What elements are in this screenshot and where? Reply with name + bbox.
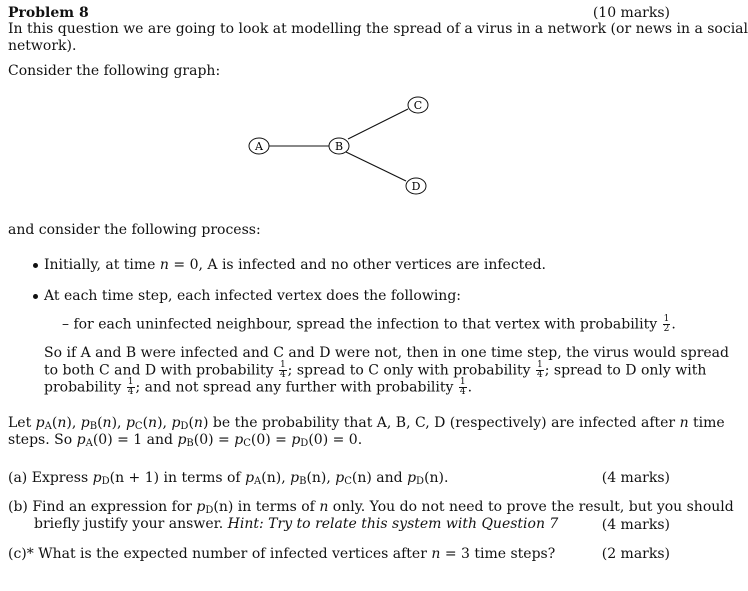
intro-line-2: network). (8, 38, 77, 54)
fraction-half: $\frac{1}{2}$ (663, 314, 670, 334)
question-b-line-2: briefly justify your answer. Hint: Try to relate this system with Question 7 (34, 516, 559, 532)
fraction-quarter-1: $\frac{1}{4}$ (279, 360, 286, 380)
definition-line-2: steps. So $p_A(0) = 1$ and $p_B(0) = p_C(0) = p_D(0) = 0$. (8, 432, 363, 449)
fraction-quarter-3: $\frac{1}{4}$ (127, 377, 134, 397)
graph-node-c-label: C (413, 99, 423, 112)
example-line-1: So if A and B were infected and C and D were not, then in one time step, the virus would spread (44, 345, 729, 361)
network-graph (240, 92, 440, 202)
fraction-quarter-2: $\frac{1}{4}$ (537, 360, 543, 380)
sub-item-spread: – for each uninfected neighbour, spread the infection to that vertex with probability $\frac{1}{2}$ . (62, 314, 676, 334)
question-b-marks: (4 marks) (601, 517, 670, 533)
question-a-marks: (4 marks) (601, 470, 670, 486)
graph-node-a-label: A (255, 140, 263, 153)
bullet-initially: Initially, at time n = 0, A is infected and no other vertices are infected. (44, 257, 547, 273)
graph-node-a (249, 138, 269, 154)
bullet-dot-1 (33, 263, 38, 268)
bullet-each-step: At each time step, each infected vertex does the following: (44, 288, 461, 304)
intro-line-1: In this question we are going to look at modelling the spread of a virus in a network (or news in a social (8, 21, 748, 37)
process-lead: and consider the following process: (8, 222, 261, 238)
graph-node-b (329, 138, 349, 154)
problem-title: Problem 8 (8, 5, 89, 21)
question-c-marks: (2 marks) (601, 546, 670, 562)
graph-node-d-label: D (411, 180, 421, 193)
question-a: (a) Express $p_D(n + 1)$ in terms of $p_A(n)$, $p_B(n)$, $p_C(n)$ and $p_D(n)$. (8, 470, 449, 487)
definition-line-1: Let $p_A(n)$, $p_B(n)$, $p_C(n)$, $p_D(n)$ be the probability that A, B, C, D (respectively) are infected after n time (8, 415, 725, 432)
edge-b-c (348, 109, 408, 139)
bullet-dot-2 (33, 294, 38, 299)
graph-node-c (408, 97, 428, 113)
consider-text: Consider the following graph: (8, 63, 221, 79)
question-c: (c)* What is the expected number of infected vertices after n = 3 time steps? (8, 546, 556, 562)
graph-node-d (406, 178, 426, 194)
graph-node-b-label: B (334, 140, 344, 153)
problem-marks: (10 marks) (592, 5, 670, 21)
question-b-line-1: (b) Find an expression for $p_D(n)$ in terms of n only. You do not need to prove the result, but you should (8, 499, 734, 516)
example-line-3: probability $\frac{1}{4}$ ; and not spread any further with probability $\frac{1}{4}$ . (44, 377, 473, 397)
example-line-2: to both C and D with probability $\frac{1}{4}$ ; spread to C only with probability $\frac{1}{4}$ ; spread to D only with (44, 360, 707, 380)
edge-b-d (346, 152, 406, 181)
fraction-quarter-4: $\frac{1}{4}$ (459, 377, 466, 397)
